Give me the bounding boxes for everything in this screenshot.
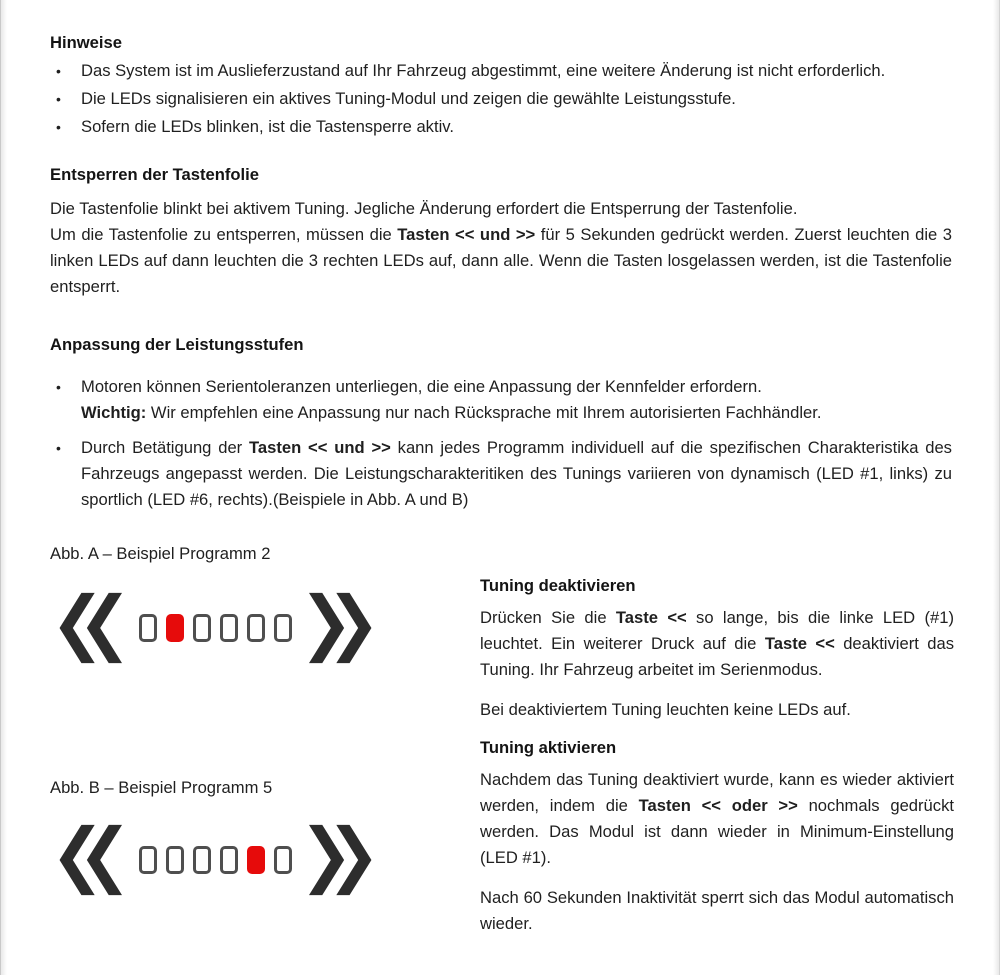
bullet-marker: • [56,119,61,135]
double-chevron-left-icon [58,817,122,903]
examples-region [50,541,955,955]
bullet-marker: • [56,440,61,456]
figure-a-caption: Abb. A – Beispiel Programm 2 [50,544,271,563]
led-indicator-on [247,846,265,874]
led-indicator-off [139,614,157,642]
led-indicator-off [274,614,292,642]
led-indicator-off [247,614,265,642]
led-indicator-off [139,846,157,874]
section-title-entsperren: Entsperren der Tastenfolie [50,165,260,184]
led-row [139,846,292,874]
section-title-anpassung: Anpassung der Leistungsstufen [50,335,304,354]
tuning-instructions-column [480,573,954,937]
bullet-text: Das System ist im Auslieferzustand auf Ihr Fahrzeug abgestimmt, eine weitere Änderung ist nicht erforderlich. [81,61,886,80]
led-indicator-off [193,614,211,642]
paragraph: Um die Tastenfolie zu entsperren, müssen die Tasten << und >> für 5 Sekunden gedrückt werden. Zuerst leuchten die 3 linken LEDs auf dann leuchten die 3 rechten LEDs auf, dann alle. Wenn die Tasten losgelassen werden, ist die Tastenfolie entsperrt. [50,225,952,296]
list-item [50,86,952,112]
led-panel-figure-b [58,817,373,903]
led-indicator-off [220,846,238,874]
bullet-text [81,374,952,426]
section-title-tuning-aktivieren: Tuning aktivieren [480,738,617,757]
led-indicator-off [193,846,211,874]
bullet-line: Motoren können Serientoleranzen unterliegen, die eine Anpassung der Kennfelder erfordern. [81,377,762,396]
bullet-text: Die LEDs signalisieren ein aktives Tuning-Modul und zeigen die gewählte Leistungsstufe. [81,89,736,108]
led-indicator-off [274,846,292,874]
bullet-marker: • [56,91,61,107]
bullet-text: Sofern die LEDs blinken, ist die Tastensperre aktiv. [81,117,454,136]
led-indicator-on [166,614,184,642]
bullet-line: Wichtig: Wir empfehlen eine Anpassung nur nach Rücksprache mit Ihrem autorisierten Fachhändler. [81,403,822,422]
bullet-marker: • [56,63,61,79]
paragraph: Nach 60 Sekunden Inaktivität sperrt sich das Modul automatisch wieder. [480,888,954,933]
section-title-tuning-deaktivieren: Tuning deaktivieren [480,576,636,595]
bullet-marker: • [56,379,61,395]
paragraph: Die Tastenfolie blinkt bei aktivem Tuning. Jegliche Änderung erfordert die Entsperrung der Tastenfolie. [50,199,798,218]
bullet-text: Durch Betätigung der Tasten << und >> kann jedes Programm individuell auf die spezifischen Charakteristika des Fahrzeugs angepasst werden. Die Leistungscharakteritiken des Tunings variieren von dynamisch (LED #1, links) zu sportlich (LED #6, rechts).(Beispiele in Abb. A und B) [81,438,952,509]
list-item [50,58,952,84]
paragraph: Nachdem das Tuning deaktiviert wurde, kann es wieder aktiviert werden, indem die Tasten << oder >> nochmals gedrückt werden. Das Modul ist dann wieder in Minimum-Einstellung (LED #1). [480,770,954,867]
list-item [50,374,952,426]
list-item [50,435,952,513]
led-panel-figure-a [58,585,373,671]
double-chevron-right-icon [309,817,373,903]
list-item [50,114,952,140]
led-row [139,614,292,642]
paragraph: Drücken Sie die Taste << so lange, bis die linke LED (#1) leuchtet. Ein weiterer Druck auf die Taste << deaktiviert das Tuning. Ihr Fahrzeug arbeitet im Serienmodus. [480,608,955,679]
paragraph: Bei deaktiviertem Tuning leuchten keine LEDs auf. [480,700,851,719]
double-chevron-left-icon [58,585,122,671]
double-chevron-right-icon [309,585,373,671]
hinweise-bullet-list [50,58,952,140]
section-title-hinweise: Hinweise [50,33,122,52]
led-indicator-off [220,614,238,642]
led-indicator-off [166,846,184,874]
figure-b-caption: Abb. B – Beispiel Programm 5 [50,778,273,797]
